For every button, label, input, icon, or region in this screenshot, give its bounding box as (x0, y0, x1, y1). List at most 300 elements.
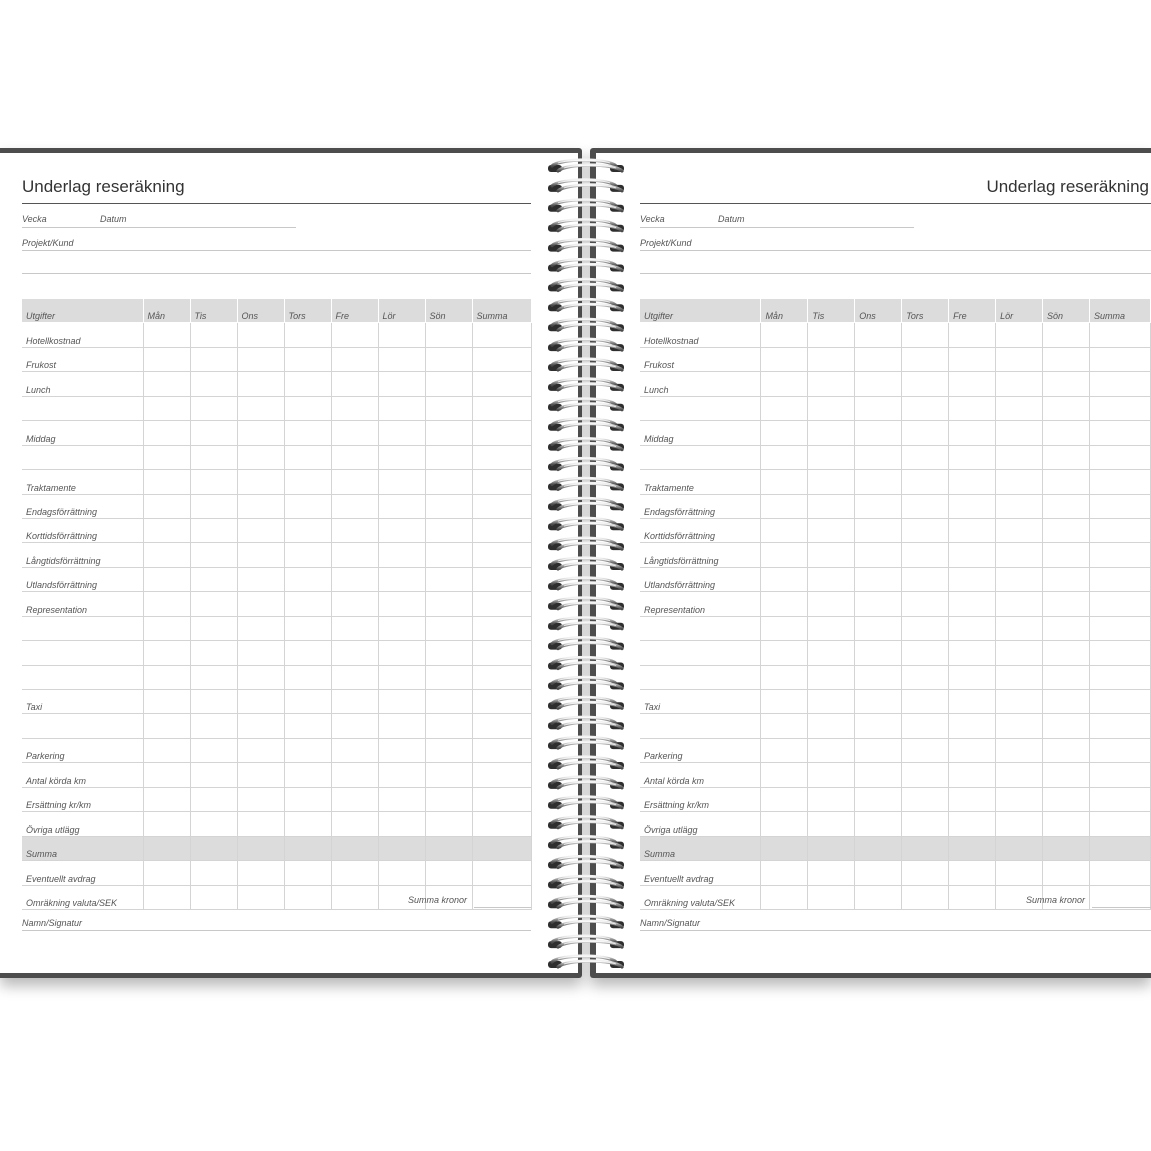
right-entry-cell[interactable] (808, 665, 855, 689)
right-entry-cell[interactable] (1043, 738, 1090, 762)
left-entry-cell[interactable] (472, 347, 531, 371)
left-entry-cell[interactable] (284, 494, 331, 518)
left-entry-cell[interactable] (472, 543, 531, 567)
left-projekt-field-extra[interactable] (22, 273, 531, 274)
right-entry-cell[interactable] (855, 714, 902, 738)
left-entry-cell[interactable] (284, 738, 331, 762)
left-entry-cell[interactable] (143, 445, 190, 469)
right-entry-cell[interactable] (761, 665, 808, 689)
right-entry-cell[interactable] (1043, 543, 1090, 567)
left-entry-cell[interactable] (190, 616, 237, 640)
right-vecka-datum-field[interactable] (640, 227, 914, 228)
right-entry-cell[interactable] (1089, 372, 1150, 396)
right-entry-cell[interactable] (808, 641, 855, 665)
right-entry-cell[interactable] (1089, 812, 1150, 836)
left-namn-field[interactable] (22, 930, 531, 931)
right-entry-cell[interactable] (1089, 665, 1150, 689)
right-entry-cell[interactable] (1089, 518, 1150, 542)
left-entry-cell[interactable] (143, 665, 190, 689)
left-entry-cell[interactable] (284, 665, 331, 689)
right-entry-cell[interactable] (855, 763, 902, 787)
left-entry-cell[interactable] (472, 641, 531, 665)
left-entry-cell[interactable] (331, 494, 378, 518)
right-entry-cell[interactable] (996, 396, 1043, 420)
left-entry-cell[interactable] (143, 714, 190, 738)
left-entry-cell[interactable] (143, 323, 190, 347)
right-entry-cell[interactable] (761, 372, 808, 396)
left-entry-cell[interactable] (190, 494, 237, 518)
right-entry-cell[interactable] (761, 518, 808, 542)
left-entry-cell[interactable] (378, 396, 425, 420)
left-entry-cell[interactable] (378, 641, 425, 665)
left-entry-cell[interactable] (190, 445, 237, 469)
left-entry-cell[interactable] (331, 323, 378, 347)
left-entry-cell[interactable] (425, 592, 472, 616)
right-entry-cell[interactable] (808, 616, 855, 640)
left-entry-cell[interactable] (143, 347, 190, 371)
left-entry-cell[interactable] (237, 665, 284, 689)
left-entry-cell[interactable] (472, 665, 531, 689)
right-entry-cell[interactable] (949, 543, 996, 567)
right-entry-cell[interactable] (808, 738, 855, 762)
left-entry-cell[interactable] (378, 567, 425, 591)
right-entry-cell[interactable] (1043, 518, 1090, 542)
left-entry-cell[interactable] (378, 372, 425, 396)
right-entry-cell[interactable] (949, 396, 996, 420)
right-entry-cell[interactable] (855, 665, 902, 689)
left-entry-cell[interactable] (472, 690, 531, 714)
left-entry-cell[interactable] (331, 470, 378, 494)
right-entry-cell[interactable] (949, 347, 996, 371)
left-entry-cell[interactable] (378, 543, 425, 567)
left-entry-cell[interactable] (378, 470, 425, 494)
right-entry-cell[interactable] (1089, 836, 1150, 860)
left-entry-cell[interactable] (190, 592, 237, 616)
left-entry-cell[interactable] (284, 445, 331, 469)
left-entry-cell[interactable] (143, 885, 190, 909)
left-entry-cell[interactable] (378, 714, 425, 738)
left-entry-cell[interactable] (472, 494, 531, 518)
right-entry-cell[interactable] (996, 543, 1043, 567)
left-entry-cell[interactable] (237, 323, 284, 347)
right-entry-cell[interactable] (761, 567, 808, 591)
right-entry-cell[interactable] (902, 445, 949, 469)
left-entry-cell[interactable] (331, 836, 378, 860)
left-entry-cell[interactable] (237, 690, 284, 714)
right-entry-cell[interactable] (1089, 592, 1150, 616)
right-entry-cell[interactable] (996, 787, 1043, 811)
right-entry-cell[interactable] (1043, 592, 1090, 616)
right-entry-cell[interactable] (949, 592, 996, 616)
left-entry-cell[interactable] (237, 885, 284, 909)
left-entry-cell[interactable] (331, 714, 378, 738)
right-entry-cell[interactable] (855, 470, 902, 494)
left-entry-cell[interactable] (378, 616, 425, 640)
right-entry-cell[interactable] (808, 885, 855, 909)
left-entry-cell[interactable] (378, 592, 425, 616)
left-entry-cell[interactable] (472, 372, 531, 396)
left-entry-cell[interactable] (190, 396, 237, 420)
left-entry-cell[interactable] (143, 616, 190, 640)
right-entry-cell[interactable] (808, 470, 855, 494)
left-entry-cell[interactable] (331, 787, 378, 811)
left-entry-cell[interactable] (284, 836, 331, 860)
left-entry-cell[interactable] (143, 836, 190, 860)
right-entry-cell[interactable] (1043, 396, 1090, 420)
right-entry-cell[interactable] (949, 665, 996, 689)
right-entry-cell[interactable] (808, 494, 855, 518)
left-entry-cell[interactable] (331, 567, 378, 591)
right-entry-cell[interactable] (902, 518, 949, 542)
right-entry-cell[interactable] (855, 592, 902, 616)
left-entry-cell[interactable] (331, 861, 378, 885)
right-entry-cell[interactable] (761, 543, 808, 567)
right-entry-cell[interactable] (761, 421, 808, 445)
right-entry-cell[interactable] (855, 445, 902, 469)
right-entry-cell[interactable] (996, 641, 1043, 665)
right-entry-cell[interactable] (761, 445, 808, 469)
right-entry-cell[interactable] (1089, 861, 1150, 885)
left-entry-cell[interactable] (331, 690, 378, 714)
right-entry-cell[interactable] (902, 861, 949, 885)
left-entry-cell[interactable] (190, 861, 237, 885)
left-entry-cell[interactable] (425, 665, 472, 689)
left-entry-cell[interactable] (284, 763, 331, 787)
right-entry-cell[interactable] (1089, 470, 1150, 494)
left-entry-cell[interactable] (472, 738, 531, 762)
left-entry-cell[interactable] (425, 861, 472, 885)
right-entry-cell[interactable] (949, 690, 996, 714)
right-entry-cell[interactable] (1089, 445, 1150, 469)
right-entry-cell[interactable] (761, 787, 808, 811)
right-entry-cell[interactable] (855, 323, 902, 347)
right-entry-cell[interactable] (1089, 738, 1150, 762)
left-entry-cell[interactable] (378, 836, 425, 860)
right-entry-cell[interactable] (1043, 445, 1090, 469)
right-entry-cell[interactable] (1089, 787, 1150, 811)
left-entry-cell[interactable] (331, 445, 378, 469)
left-vecka-datum-field[interactable] (22, 227, 296, 228)
left-entry-cell[interactable] (237, 763, 284, 787)
right-entry-cell[interactable] (949, 518, 996, 542)
left-entry-cell[interactable] (143, 372, 190, 396)
right-summa-kronor-field[interactable] (1092, 907, 1151, 908)
left-entry-cell[interactable] (378, 494, 425, 518)
left-entry-cell[interactable] (190, 885, 237, 909)
right-entry-cell[interactable] (808, 347, 855, 371)
left-entry-cell[interactable] (237, 641, 284, 665)
right-entry-cell[interactable] (761, 616, 808, 640)
right-entry-cell[interactable] (761, 861, 808, 885)
left-entry-cell[interactable] (190, 763, 237, 787)
right-entry-cell[interactable] (808, 543, 855, 567)
right-entry-cell[interactable] (1089, 421, 1150, 445)
right-entry-cell[interactable] (855, 836, 902, 860)
right-entry-cell[interactable] (1043, 470, 1090, 494)
right-entry-cell[interactable] (1089, 616, 1150, 640)
left-entry-cell[interactable] (190, 738, 237, 762)
left-entry-cell[interactable] (190, 641, 237, 665)
left-entry-cell[interactable] (237, 347, 284, 371)
left-entry-cell[interactable] (425, 470, 472, 494)
right-entry-cell[interactable] (996, 518, 1043, 542)
right-entry-cell[interactable] (949, 421, 996, 445)
left-entry-cell[interactable] (472, 421, 531, 445)
right-entry-cell[interactable] (855, 396, 902, 420)
left-entry-cell[interactable] (331, 347, 378, 371)
left-entry-cell[interactable] (143, 567, 190, 591)
left-entry-cell[interactable] (378, 323, 425, 347)
right-entry-cell[interactable] (902, 714, 949, 738)
left-entry-cell[interactable] (284, 543, 331, 567)
left-entry-cell[interactable] (425, 567, 472, 591)
left-entry-cell[interactable] (143, 518, 190, 542)
right-entry-cell[interactable] (949, 616, 996, 640)
left-entry-cell[interactable] (378, 665, 425, 689)
left-entry-cell[interactable] (237, 714, 284, 738)
left-entry-cell[interactable] (284, 592, 331, 616)
left-entry-cell[interactable] (331, 592, 378, 616)
left-entry-cell[interactable] (237, 396, 284, 420)
left-entry-cell[interactable] (472, 787, 531, 811)
right-entry-cell[interactable] (902, 885, 949, 909)
left-entry-cell[interactable] (284, 787, 331, 811)
left-entry-cell[interactable] (237, 836, 284, 860)
right-entry-cell[interactable] (1089, 567, 1150, 591)
right-entry-cell[interactable] (949, 494, 996, 518)
left-entry-cell[interactable] (425, 543, 472, 567)
right-entry-cell[interactable] (1043, 641, 1090, 665)
right-entry-cell[interactable] (808, 690, 855, 714)
right-entry-cell[interactable] (761, 396, 808, 420)
right-entry-cell[interactable] (761, 690, 808, 714)
left-entry-cell[interactable] (472, 470, 531, 494)
right-entry-cell[interactable] (902, 567, 949, 591)
left-entry-cell[interactable] (190, 372, 237, 396)
right-entry-cell[interactable] (1089, 323, 1150, 347)
left-entry-cell[interactable] (190, 787, 237, 811)
left-projekt-field[interactable] (22, 250, 531, 251)
left-entry-cell[interactable] (331, 616, 378, 640)
right-entry-cell[interactable] (1043, 690, 1090, 714)
right-projekt-field[interactable] (640, 250, 1151, 251)
right-entry-cell[interactable] (1089, 543, 1150, 567)
right-entry-cell[interactable] (855, 885, 902, 909)
right-entry-cell[interactable] (1043, 861, 1090, 885)
right-entry-cell[interactable] (855, 812, 902, 836)
right-entry-cell[interactable] (808, 323, 855, 347)
left-entry-cell[interactable] (284, 470, 331, 494)
right-entry-cell[interactable] (902, 690, 949, 714)
right-entry-cell[interactable] (949, 567, 996, 591)
right-entry-cell[interactable] (808, 714, 855, 738)
left-entry-cell[interactable] (378, 787, 425, 811)
right-entry-cell[interactable] (761, 323, 808, 347)
right-entry-cell[interactable] (902, 812, 949, 836)
left-entry-cell[interactable] (472, 885, 531, 909)
right-entry-cell[interactable] (996, 690, 1043, 714)
left-entry-cell[interactable] (378, 690, 425, 714)
right-entry-cell[interactable] (808, 763, 855, 787)
right-projekt-field-extra[interactable] (640, 273, 1151, 274)
left-entry-cell[interactable] (331, 518, 378, 542)
left-entry-cell[interactable] (425, 641, 472, 665)
right-entry-cell[interactable] (902, 421, 949, 445)
right-entry-cell[interactable] (1043, 616, 1090, 640)
right-entry-cell[interactable] (902, 347, 949, 371)
right-entry-cell[interactable] (808, 421, 855, 445)
right-entry-cell[interactable] (1089, 690, 1150, 714)
right-entry-cell[interactable] (949, 812, 996, 836)
left-entry-cell[interactable] (331, 421, 378, 445)
right-entry-cell[interactable] (761, 885, 808, 909)
left-entry-cell[interactable] (284, 641, 331, 665)
right-entry-cell[interactable] (1089, 641, 1150, 665)
right-entry-cell[interactable] (761, 592, 808, 616)
right-entry-cell[interactable] (855, 861, 902, 885)
right-entry-cell[interactable] (761, 738, 808, 762)
left-entry-cell[interactable] (425, 812, 472, 836)
right-entry-cell[interactable] (1043, 763, 1090, 787)
left-entry-cell[interactable] (237, 494, 284, 518)
right-entry-cell[interactable] (855, 543, 902, 567)
right-entry-cell[interactable] (855, 347, 902, 371)
left-entry-cell[interactable] (472, 396, 531, 420)
left-entry-cell[interactable] (284, 616, 331, 640)
left-entry-cell[interactable] (472, 518, 531, 542)
right-entry-cell[interactable] (855, 738, 902, 762)
right-entry-cell[interactable] (949, 738, 996, 762)
right-entry-cell[interactable] (949, 445, 996, 469)
right-entry-cell[interactable] (996, 372, 1043, 396)
right-entry-cell[interactable] (855, 690, 902, 714)
right-entry-cell[interactable] (855, 641, 902, 665)
right-entry-cell[interactable] (996, 470, 1043, 494)
left-entry-cell[interactable] (472, 616, 531, 640)
left-entry-cell[interactable] (378, 518, 425, 542)
left-entry-cell[interactable] (425, 714, 472, 738)
right-entry-cell[interactable] (1043, 347, 1090, 371)
right-entry-cell[interactable] (808, 567, 855, 591)
left-entry-cell[interactable] (190, 543, 237, 567)
right-entry-cell[interactable] (949, 885, 996, 909)
right-entry-cell[interactable] (1089, 885, 1150, 909)
right-entry-cell[interactable] (1043, 836, 1090, 860)
right-entry-cell[interactable] (808, 787, 855, 811)
right-entry-cell[interactable] (949, 787, 996, 811)
left-entry-cell[interactable] (190, 518, 237, 542)
right-entry-cell[interactable] (1089, 347, 1150, 371)
left-entry-cell[interactable] (472, 812, 531, 836)
left-entry-cell[interactable] (425, 518, 472, 542)
right-entry-cell[interactable] (808, 592, 855, 616)
left-entry-cell[interactable] (284, 567, 331, 591)
left-entry-cell[interactable] (284, 323, 331, 347)
right-entry-cell[interactable] (902, 616, 949, 640)
right-entry-cell[interactable] (949, 861, 996, 885)
left-entry-cell[interactable] (331, 641, 378, 665)
right-entry-cell[interactable] (1043, 323, 1090, 347)
left-entry-cell[interactable] (378, 445, 425, 469)
left-entry-cell[interactable] (143, 396, 190, 420)
right-entry-cell[interactable] (949, 836, 996, 860)
right-entry-cell[interactable] (761, 641, 808, 665)
right-entry-cell[interactable] (996, 616, 1043, 640)
right-entry-cell[interactable] (996, 861, 1043, 885)
left-entry-cell[interactable] (425, 445, 472, 469)
left-entry-cell[interactable] (284, 421, 331, 445)
right-entry-cell[interactable] (1089, 494, 1150, 518)
left-entry-cell[interactable] (190, 470, 237, 494)
right-entry-cell[interactable] (808, 445, 855, 469)
right-entry-cell[interactable] (902, 738, 949, 762)
left-entry-cell[interactable] (472, 445, 531, 469)
left-entry-cell[interactable] (331, 665, 378, 689)
right-entry-cell[interactable] (996, 323, 1043, 347)
right-entry-cell[interactable] (902, 396, 949, 420)
left-entry-cell[interactable] (425, 323, 472, 347)
right-entry-cell[interactable] (902, 787, 949, 811)
right-entry-cell[interactable] (761, 714, 808, 738)
left-entry-cell[interactable] (237, 445, 284, 469)
right-entry-cell[interactable] (996, 665, 1043, 689)
left-entry-cell[interactable] (190, 347, 237, 371)
right-entry-cell[interactable] (902, 494, 949, 518)
right-entry-cell[interactable] (1043, 421, 1090, 445)
left-entry-cell[interactable] (425, 372, 472, 396)
left-entry-cell[interactable] (284, 714, 331, 738)
left-entry-cell[interactable] (237, 787, 284, 811)
left-entry-cell[interactable] (425, 396, 472, 420)
left-entry-cell[interactable] (237, 518, 284, 542)
left-entry-cell[interactable] (190, 323, 237, 347)
right-entry-cell[interactable] (996, 421, 1043, 445)
right-entry-cell[interactable] (902, 592, 949, 616)
left-entry-cell[interactable] (237, 543, 284, 567)
right-entry-cell[interactable] (902, 665, 949, 689)
left-entry-cell[interactable] (472, 567, 531, 591)
right-entry-cell[interactable] (1043, 812, 1090, 836)
left-entry-cell[interactable] (378, 421, 425, 445)
right-entry-cell[interactable] (808, 372, 855, 396)
left-entry-cell[interactable] (425, 738, 472, 762)
left-entry-cell[interactable] (472, 836, 531, 860)
left-entry-cell[interactable] (284, 518, 331, 542)
left-entry-cell[interactable] (284, 812, 331, 836)
left-entry-cell[interactable] (472, 714, 531, 738)
left-entry-cell[interactable] (425, 347, 472, 371)
right-entry-cell[interactable] (949, 323, 996, 347)
right-namn-field[interactable] (640, 930, 1151, 931)
left-entry-cell[interactable] (472, 763, 531, 787)
right-entry-cell[interactable] (855, 567, 902, 591)
right-entry-cell[interactable] (902, 763, 949, 787)
left-entry-cell[interactable] (284, 372, 331, 396)
right-entry-cell[interactable] (855, 494, 902, 518)
left-entry-cell[interactable] (425, 763, 472, 787)
right-entry-cell[interactable] (761, 836, 808, 860)
left-entry-cell[interactable] (190, 714, 237, 738)
right-entry-cell[interactable] (761, 494, 808, 518)
right-entry-cell[interactable] (808, 518, 855, 542)
left-entry-cell[interactable] (331, 738, 378, 762)
right-entry-cell[interactable] (1089, 396, 1150, 420)
right-entry-cell[interactable] (808, 836, 855, 860)
right-entry-cell[interactable] (761, 347, 808, 371)
right-entry-cell[interactable] (808, 861, 855, 885)
left-entry-cell[interactable] (237, 567, 284, 591)
left-entry-cell[interactable] (331, 885, 378, 909)
